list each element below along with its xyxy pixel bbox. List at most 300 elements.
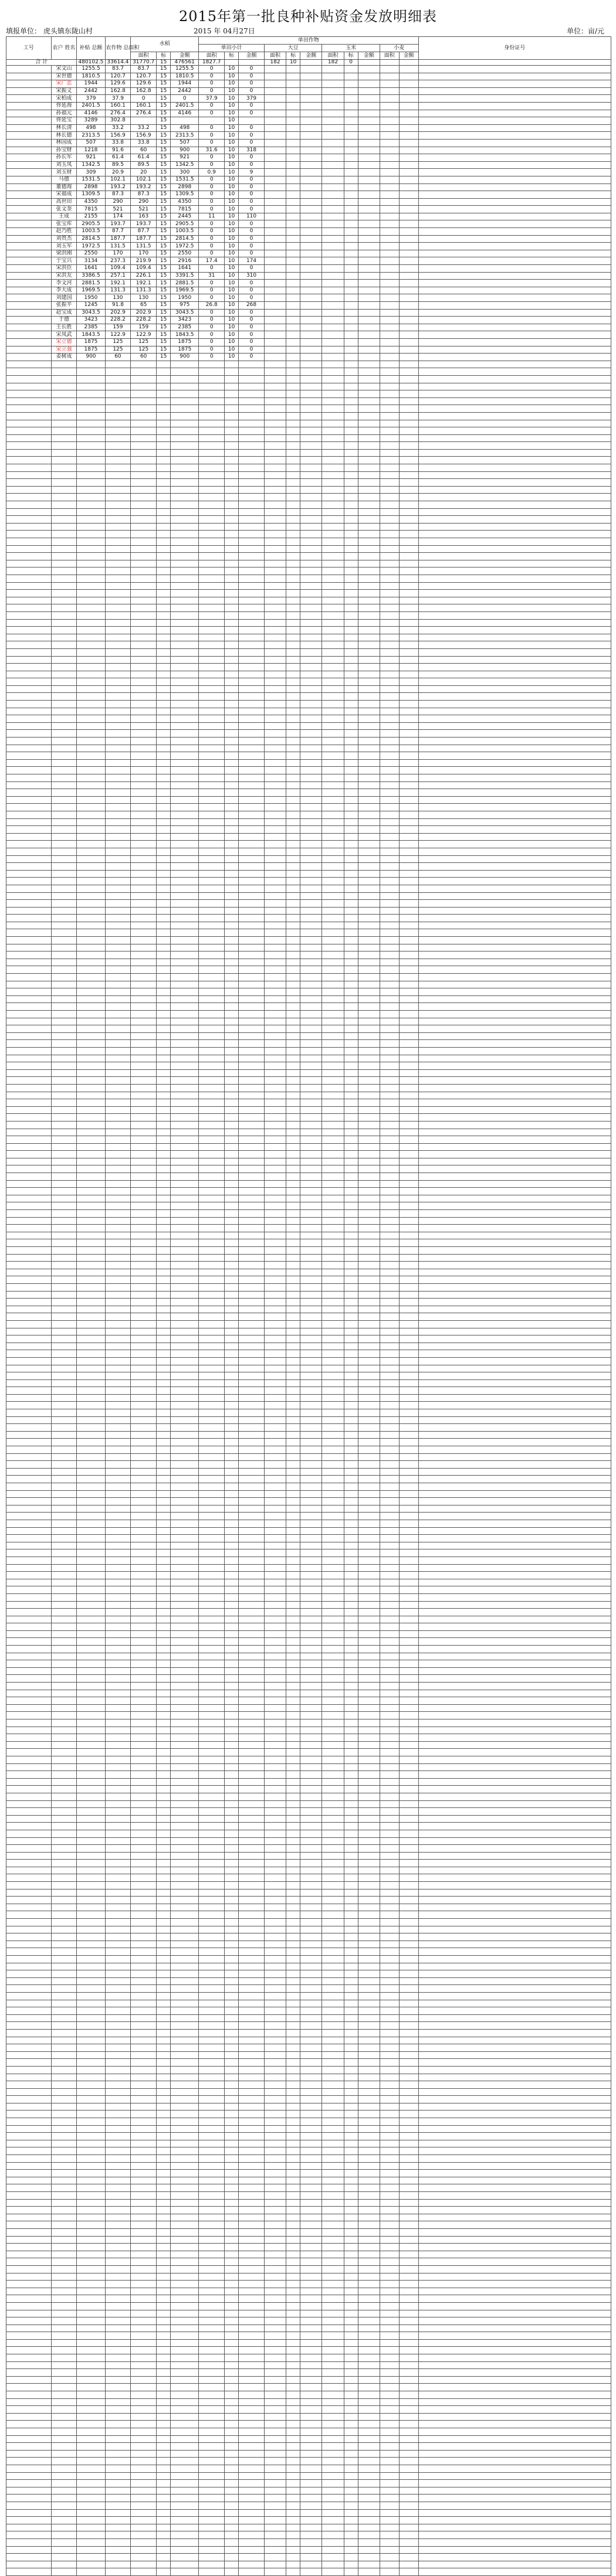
cell-empty xyxy=(264,110,286,117)
cell-total: 1218 xyxy=(77,147,105,154)
blank-row xyxy=(6,759,611,767)
blank-row xyxy=(6,1704,611,1712)
cell-empty xyxy=(286,265,300,273)
cell-empty xyxy=(380,228,399,236)
cell-rice-amt: 1342.5 xyxy=(171,161,199,169)
cell-rice-amt: 1810.5 xyxy=(171,73,199,80)
blank-row xyxy=(6,781,611,789)
blank-row xyxy=(6,1483,611,1491)
cell-name: 刘建国 xyxy=(51,294,77,302)
cell-empty xyxy=(300,132,322,140)
cell-empty xyxy=(399,302,418,310)
cell-empty xyxy=(300,95,322,103)
cell-s-area: 37.9 xyxy=(199,95,225,103)
cell-empty xyxy=(6,272,52,280)
table-row xyxy=(6,161,611,169)
blank-row xyxy=(6,375,611,383)
cell-s-amt: 0 xyxy=(239,324,265,331)
blank-row xyxy=(6,1734,611,1742)
cell-empty xyxy=(344,161,358,169)
blank-row xyxy=(6,811,611,818)
cell-std: 15 xyxy=(157,220,171,228)
cell-rice-area: 87.3 xyxy=(131,191,157,199)
blank-row xyxy=(6,567,611,575)
cell-s-area: 0 xyxy=(199,331,225,339)
blank-row xyxy=(6,1306,611,1313)
cell-total: 3043.5 xyxy=(77,309,105,317)
blank-row xyxy=(6,2051,611,2059)
blank-row xyxy=(6,2495,611,2502)
cell-empty xyxy=(344,132,358,140)
unit-label: 单位：亩/元 xyxy=(566,27,604,35)
cell-s-amt: 310 xyxy=(239,272,265,280)
cell-empty xyxy=(300,317,322,324)
cell-empty xyxy=(286,220,300,228)
blank-row xyxy=(6,693,611,701)
blank-row xyxy=(6,1055,611,1062)
cell-rice-area: 226.1 xyxy=(131,272,157,280)
blank-row xyxy=(6,2384,611,2391)
blank-row xyxy=(6,1749,611,1756)
cell-empty xyxy=(322,302,344,310)
cell-empty xyxy=(286,280,300,287)
cell-std: 15 xyxy=(157,287,171,294)
cell-empty xyxy=(264,265,286,273)
blank-row xyxy=(6,1786,611,1793)
blank-row xyxy=(6,656,611,664)
cell-name: 宋凤武 xyxy=(51,331,77,339)
cell-empty xyxy=(399,95,418,103)
table-row xyxy=(6,287,611,294)
cell-empty xyxy=(322,161,344,169)
table-row xyxy=(6,154,611,162)
blank-row xyxy=(6,2398,611,2406)
blank-row xyxy=(6,2435,611,2443)
blank-row xyxy=(6,1379,611,1387)
cell-rice-amt: 498 xyxy=(171,124,199,132)
blank-row xyxy=(6,1933,611,1941)
blank-row xyxy=(6,1069,611,1077)
cell-empty xyxy=(418,191,611,199)
blank-row xyxy=(6,2561,611,2568)
cell-empty xyxy=(344,265,358,273)
cell-s-std: 10 xyxy=(225,110,239,117)
blank-row xyxy=(6,648,611,656)
blank-row xyxy=(6,1667,611,1675)
cell-empty xyxy=(418,287,611,294)
blank-row xyxy=(6,1904,611,1911)
cell-empty xyxy=(380,338,399,346)
cell-total: 3386.5 xyxy=(77,272,105,280)
blank-row xyxy=(6,1646,611,1653)
cell-empty xyxy=(418,235,611,243)
header-id-card: 身份证号 xyxy=(418,37,611,60)
cell-empty xyxy=(322,317,344,324)
table-row xyxy=(6,132,611,140)
cell-empty xyxy=(344,243,358,250)
cell-empty xyxy=(399,154,418,162)
cell-name: 宋柏成 xyxy=(51,95,77,103)
cell-s-area: 0 xyxy=(199,294,225,302)
blank-row xyxy=(6,1542,611,1549)
cell-empty xyxy=(286,346,300,354)
blank-row xyxy=(6,2302,611,2310)
blank-row xyxy=(6,1956,611,1963)
cell-rice-amt: 1531.5 xyxy=(171,176,199,183)
total-rice-amount: 476561 xyxy=(171,60,199,66)
cell-rice-amt: 3391.5 xyxy=(171,272,199,280)
cell-empty xyxy=(344,331,358,339)
cell-s-area: 0 xyxy=(199,87,225,95)
cell-empty xyxy=(399,294,418,302)
blank-row xyxy=(6,730,611,738)
cell-empty xyxy=(300,346,322,354)
cell-empty xyxy=(322,183,344,191)
blank-row xyxy=(6,531,611,538)
total-corn-area: 182 xyxy=(322,60,344,66)
table-row xyxy=(6,95,611,103)
cell-name: 宋世德 xyxy=(51,73,77,80)
cell-name: 佟延宝 xyxy=(51,117,77,125)
blank-row xyxy=(6,619,611,627)
cell-total: 1342.5 xyxy=(77,161,105,169)
cell-empty xyxy=(380,287,399,294)
blank-row xyxy=(6,2140,611,2147)
total-single-area: 1827.7 xyxy=(199,60,225,66)
cell-total: 1255.5 xyxy=(77,66,105,73)
cell-empty xyxy=(380,161,399,169)
cell-s-amt: 0 xyxy=(239,73,265,80)
blank-row xyxy=(6,1320,611,1328)
cell-s-amt: 110 xyxy=(239,213,265,220)
cell-s-amt: 174 xyxy=(239,257,265,265)
cell-s-std: 10 xyxy=(225,102,239,110)
cell-name: 赵乃胜 xyxy=(51,228,77,236)
cell-std: 15 xyxy=(157,309,171,317)
cell-s-amt: 0 xyxy=(239,287,265,294)
cell-empty xyxy=(6,250,52,257)
cell-empty xyxy=(264,250,286,257)
cell-empty xyxy=(6,110,52,117)
blank-row xyxy=(6,1919,611,1926)
cell-empty xyxy=(322,176,344,183)
cell-rice-amt: 1309.5 xyxy=(171,191,199,199)
header-corn: 玉米 xyxy=(322,45,380,52)
blank-row xyxy=(6,2088,611,2096)
blank-row xyxy=(6,1077,611,1085)
blank-row xyxy=(6,2421,611,2428)
cell-empty xyxy=(358,309,380,317)
cell-std: 15 xyxy=(157,117,171,125)
blank-row xyxy=(6,841,611,848)
blank-row xyxy=(6,516,611,524)
cell-empty xyxy=(300,73,322,80)
cell-rice-amt: 900 xyxy=(171,147,199,154)
cell-s-area: 0 xyxy=(199,139,225,147)
header-wheat-amount: 金额 xyxy=(399,52,418,60)
cell-empty xyxy=(300,213,322,220)
blank-row xyxy=(6,1343,611,1350)
cell-rice-amt: 4350 xyxy=(171,198,199,206)
cell-total: 1950 xyxy=(77,294,105,302)
cell-rice-area: 60 xyxy=(131,147,157,154)
cell-empty xyxy=(286,354,300,361)
cell-empty xyxy=(358,110,380,117)
cell-empty xyxy=(6,243,52,250)
cell-empty xyxy=(344,95,358,103)
cell-empty xyxy=(286,243,300,250)
cell-empty xyxy=(300,191,322,199)
blank-row xyxy=(6,2170,611,2177)
table-row xyxy=(6,198,611,206)
cell-empty xyxy=(286,169,300,176)
table-row xyxy=(6,243,611,250)
header-rice-std: 标 xyxy=(157,52,171,60)
blank-row xyxy=(6,427,611,435)
blank-row xyxy=(6,420,611,427)
blank-row xyxy=(6,1158,611,1165)
cell-empty xyxy=(344,191,358,199)
cell-empty xyxy=(418,346,611,354)
blank-row xyxy=(6,1520,611,1527)
blank-row xyxy=(6,1003,611,1011)
cell-s-std: 10 xyxy=(225,250,239,257)
cell-empty xyxy=(300,235,322,243)
cell-empty xyxy=(6,324,52,331)
cell-name: 刘玉凤 xyxy=(51,161,77,169)
table-row xyxy=(6,73,611,80)
cell-empty xyxy=(380,198,399,206)
cell-empty xyxy=(264,66,286,73)
cell-empty xyxy=(358,228,380,236)
cell-empty xyxy=(344,272,358,280)
blank-row xyxy=(6,2014,611,2022)
cell-area: 60 xyxy=(105,354,131,361)
blank-row xyxy=(6,1165,611,1173)
cell-total: 900 xyxy=(77,354,105,361)
cell-std: 15 xyxy=(157,324,171,331)
cell-empty xyxy=(322,220,344,228)
blank-row xyxy=(6,2081,611,2089)
cell-empty xyxy=(300,324,322,331)
cell-empty xyxy=(344,317,358,324)
blank-row xyxy=(6,1313,611,1321)
cell-rice-area: 89.5 xyxy=(131,161,157,169)
blank-row xyxy=(6,1727,611,1734)
cell-empty xyxy=(322,87,344,95)
cell-empty xyxy=(264,228,286,236)
blank-row xyxy=(6,1062,611,1070)
blank-row xyxy=(6,2509,611,2517)
cell-s-amt: 0 xyxy=(239,102,265,110)
blank-row xyxy=(6,848,611,855)
blank-row xyxy=(6,553,611,560)
cell-name: 张宝库 xyxy=(51,220,77,228)
cell-rice-area xyxy=(131,117,157,125)
cell-s-amt: 0 xyxy=(239,294,265,302)
cell-empty xyxy=(380,272,399,280)
cell-s-std: 10 xyxy=(225,346,239,354)
cell-empty xyxy=(418,147,611,154)
cell-s-area: 0 xyxy=(199,317,225,324)
blank-row xyxy=(6,1387,611,1395)
cell-empty xyxy=(358,66,380,73)
cell-name: 刘贵杰 xyxy=(51,235,77,243)
cell-s-std: 10 xyxy=(225,287,239,294)
cell-name: 宋洪臣 xyxy=(51,265,77,273)
cell-s-amt: 0 xyxy=(239,110,265,117)
blank-row xyxy=(6,1963,611,1970)
cell-total: 1003.5 xyxy=(77,228,105,236)
cell-std: 15 xyxy=(157,80,171,88)
cell-s-std: 10 xyxy=(225,183,239,191)
blank-row xyxy=(6,1897,611,1904)
cell-s-amt: 0 xyxy=(239,280,265,287)
blank-row xyxy=(6,1092,611,1099)
cell-empty xyxy=(286,95,300,103)
blank-row xyxy=(6,2265,611,2273)
cell-std: 15 xyxy=(157,87,171,95)
cell-empty xyxy=(6,213,52,220)
blank-row xyxy=(6,2517,611,2524)
cell-rice-amt: 3043.5 xyxy=(171,309,199,317)
cell-empty xyxy=(358,235,380,243)
cell-rice-area: 129.6 xyxy=(131,80,157,88)
page-title: 2015年第一批良种补贴资金发放明细表 xyxy=(178,8,438,25)
cell-empty xyxy=(286,161,300,169)
cell-rice-area: 170 xyxy=(131,250,157,257)
cell-empty xyxy=(322,139,344,147)
blank-row xyxy=(6,2487,611,2495)
blank-row xyxy=(6,1335,611,1343)
blank-row xyxy=(6,1513,611,1520)
cell-empty xyxy=(399,324,418,331)
blank-row xyxy=(6,1572,611,1579)
cell-total: 1531.5 xyxy=(77,176,105,183)
cell-empty xyxy=(418,95,611,103)
blank-row xyxy=(6,2192,611,2200)
cell-empty xyxy=(322,309,344,317)
cell-std: 15 xyxy=(157,265,171,273)
header-single-subtotal: 单田小计 xyxy=(199,45,265,52)
blank-row xyxy=(6,1970,611,1978)
cell-empty xyxy=(322,95,344,103)
blank-row xyxy=(6,1867,611,1874)
blank-row xyxy=(6,2538,611,2546)
cell-empty xyxy=(358,169,380,176)
cell-empty xyxy=(286,87,300,95)
cell-empty xyxy=(286,66,300,73)
cell-empty xyxy=(286,198,300,206)
cell-s-std: 10 xyxy=(225,132,239,140)
cell-s-std: 10 xyxy=(225,117,239,125)
cell-empty xyxy=(380,213,399,220)
header-corn-amount: 金额 xyxy=(358,52,380,60)
cell-s-std: 10 xyxy=(225,213,239,220)
cell-empty xyxy=(264,154,286,162)
cell-std: 15 xyxy=(157,206,171,213)
cell-empty xyxy=(6,302,52,310)
blank-row xyxy=(6,2458,611,2465)
cell-empty xyxy=(380,80,399,88)
cell-std: 15 xyxy=(157,317,171,324)
blank-row xyxy=(6,1114,611,1122)
cell-empty xyxy=(380,73,399,80)
cell-empty xyxy=(286,302,300,310)
cell-empty xyxy=(358,302,380,310)
cell-empty xyxy=(344,66,358,73)
cell-empty xyxy=(399,198,418,206)
cell-empty xyxy=(300,147,322,154)
cell-empty xyxy=(344,87,358,95)
cell-empty xyxy=(344,139,358,147)
blank-row xyxy=(6,1188,611,1195)
blank-row xyxy=(6,1357,611,1365)
blank-row xyxy=(6,2450,611,2458)
blank-row xyxy=(6,1372,611,1380)
cell-empty xyxy=(300,294,322,302)
cell-empty xyxy=(286,338,300,346)
blank-row xyxy=(6,2007,611,2015)
cell-empty xyxy=(380,302,399,310)
cell-rice-amt: 300 xyxy=(171,169,199,176)
cell-empty xyxy=(380,183,399,191)
cell-empty xyxy=(286,287,300,294)
blank-row xyxy=(6,1948,611,1956)
cell-empty xyxy=(300,309,322,317)
cell-area: 192.1 xyxy=(105,280,131,287)
blank-row xyxy=(6,929,611,937)
blank-row xyxy=(6,545,611,553)
blank-row xyxy=(6,892,611,900)
cell-empty xyxy=(399,220,418,228)
cell-empty xyxy=(399,331,418,339)
blank-row xyxy=(6,2125,611,2133)
blank-row xyxy=(6,2111,611,2118)
cell-s-area: 0 xyxy=(199,102,225,110)
cell-empty xyxy=(264,132,286,140)
cell-rice-amt: 1641 xyxy=(171,265,199,273)
blank-row xyxy=(6,1262,611,1269)
cell-empty xyxy=(286,80,300,88)
cell-empty xyxy=(358,183,380,191)
cell-empty xyxy=(300,176,322,183)
fill-unit-value: 虎头镇东陇山村 xyxy=(43,27,93,35)
cell-empty xyxy=(6,87,52,95)
cell-total: 2814.5 xyxy=(77,235,105,243)
cell-empty xyxy=(264,338,286,346)
blank-row xyxy=(6,2096,611,2103)
cell-s-area: 0 xyxy=(199,161,225,169)
cell-std: 15 xyxy=(157,183,171,191)
blank-row xyxy=(6,1239,611,1247)
blank-row xyxy=(6,611,611,619)
table-row xyxy=(6,317,611,324)
cell-empty xyxy=(6,294,52,302)
cell-s-amt: 0 xyxy=(239,228,265,236)
blank-row xyxy=(6,1712,611,1719)
cell-empty xyxy=(264,294,286,302)
blank-row xyxy=(6,708,611,715)
table-row xyxy=(6,169,611,176)
cell-empty xyxy=(344,198,358,206)
cell-empty xyxy=(380,102,399,110)
table-row xyxy=(6,117,611,125)
cell-s-amt: 0 xyxy=(239,183,265,191)
cell-rice-amt: 2385 xyxy=(171,324,199,331)
cell-rice-amt: 1969.5 xyxy=(171,287,199,294)
cell-empty xyxy=(380,87,399,95)
